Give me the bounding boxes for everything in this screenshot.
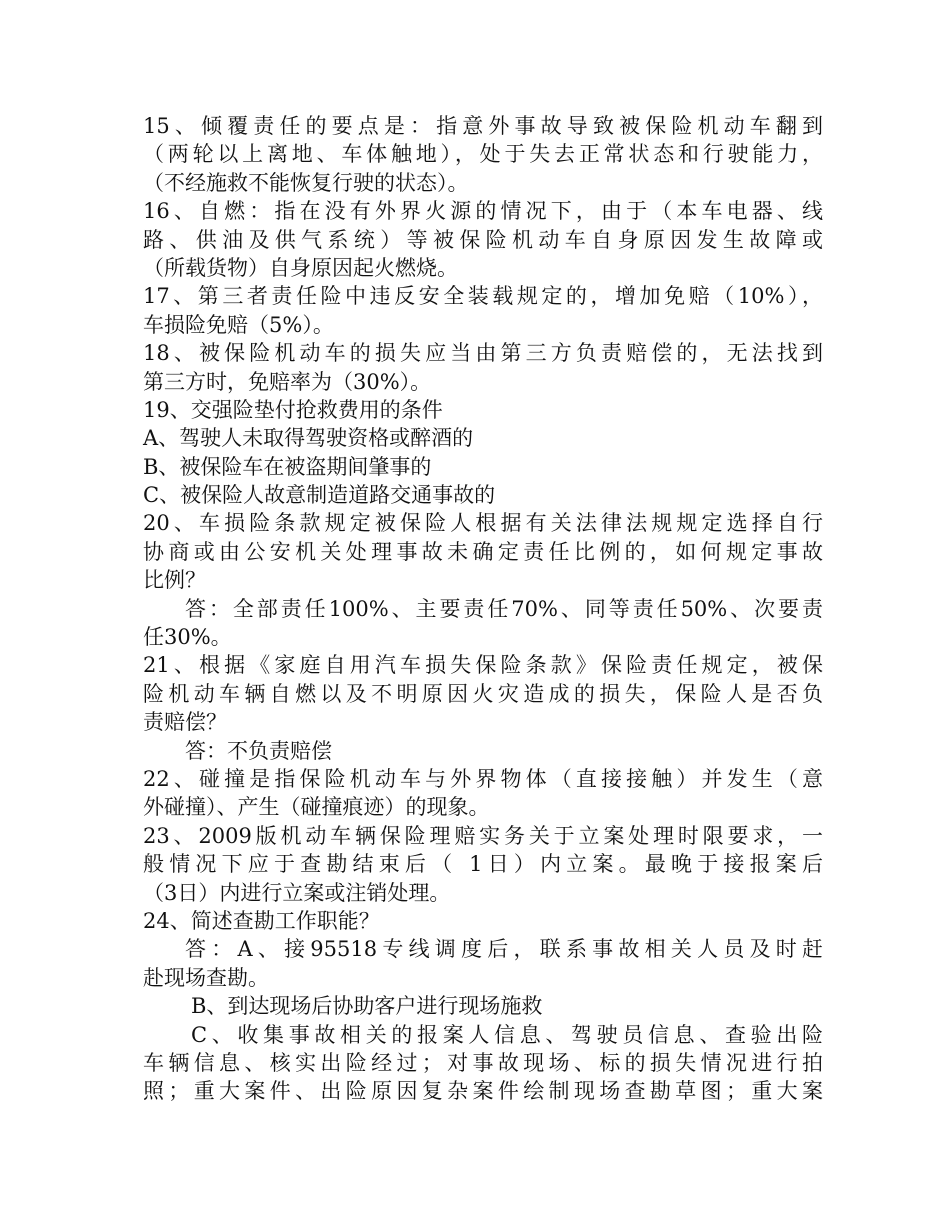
text-line: 18、被保险机动车的损失应当由第三方负责赔偿的，无法找到: [143, 341, 823, 366]
text-line: 照；重大案件、出险原因复杂案件绘制现场查勘草图；重大案: [143, 1079, 823, 1104]
answer-line: 答：不负责赔偿: [185, 738, 332, 763]
document-page: [143, 112, 823, 1106]
text-line: 20、车损险条款规定被保险人根据有关法律法规规定选择自行: [143, 511, 823, 536]
text-line: 21、根据《家庭自用汽车损失保险条款》保险责任规定，被保: [143, 653, 823, 678]
text-line: 般情况下应于查勘结束后（ 1日）内立案。最晚于接报案后: [143, 852, 823, 877]
text-line: 22、碰撞是指保险机动车与外界物体（直接接触）并发生（意: [143, 766, 823, 791]
text-line: A、驾驶人未取得驾驶资格或醉酒的: [143, 426, 474, 451]
answer-line: 答：全部责任100%、主要责任70%、同等责任50%、次要责: [185, 596, 823, 621]
text-line: 车损险免赔（5%）。: [143, 312, 334, 337]
text-line: （不经施救不能恢复行驶的状态）。: [143, 170, 469, 195]
text-line: 17、第三者责任险中违反安全装载规定的，增加免赔（10%），: [143, 284, 823, 309]
answer-line: B、到达现场后协助客户进行现场施救: [191, 994, 543, 1019]
text-line: （3日）内进行立案或注销处理。: [143, 880, 451, 905]
text-line: 24、简述查勘工作职能？: [143, 908, 380, 933]
answer-line: C、收集事故相关的报案人信息、驾驶员信息、查验出险: [191, 1022, 823, 1047]
text-line: 协商或由公安机关处理事故未确定责任比例的，如何规定事故: [143, 539, 823, 564]
text-line: 16、自燃：指在没有外界火源的情况下，由于（本车电器、线: [143, 199, 823, 224]
text-line: 险机动车辆自燃以及不明原因火灾造成的损失，保险人是否负: [143, 681, 823, 706]
text-line: 第三方时，免赔率为（30%）。: [143, 369, 432, 394]
answer-line: 答：A、接95518专线调度后，联系事故相关人员及时赶: [185, 937, 823, 962]
text-line: B、被保险车在被盗期间肇事的: [143, 454, 432, 479]
text-line: 任30%。: [143, 625, 232, 650]
text-line: 比例？: [143, 568, 206, 593]
text-line: 外碰撞）、产生（碰撞痕迹）的现象。: [143, 795, 490, 820]
text-line: 23、2009版机动车辆保险理赔实务关于立案处理时限要求，一: [143, 823, 823, 848]
text-line: 赴现场查勘。: [143, 965, 269, 990]
text-line: 路、供油及供气系统）等被保险机动车自身原因发生故障或: [143, 227, 823, 252]
text-line: （两轮以上离地、车体触地），处于失去正常状态和行驶能力，: [143, 142, 823, 167]
text-line: （所载货物）自身原因起火燃烧。: [143, 255, 458, 280]
text-line: 19、交强险垫付抢救费用的条件: [143, 397, 443, 422]
text-line: C、被保险人故意制造道路交通事故的: [143, 483, 496, 508]
text-line: 车辆信息、核实出险经过；对事故现场、标的损失情况进行拍: [143, 1050, 823, 1075]
text-line: 15、倾覆责任的要点是：指意外事故导致被保险机动车翻到: [143, 114, 823, 138]
text-line: 责赔偿？: [143, 710, 227, 735]
